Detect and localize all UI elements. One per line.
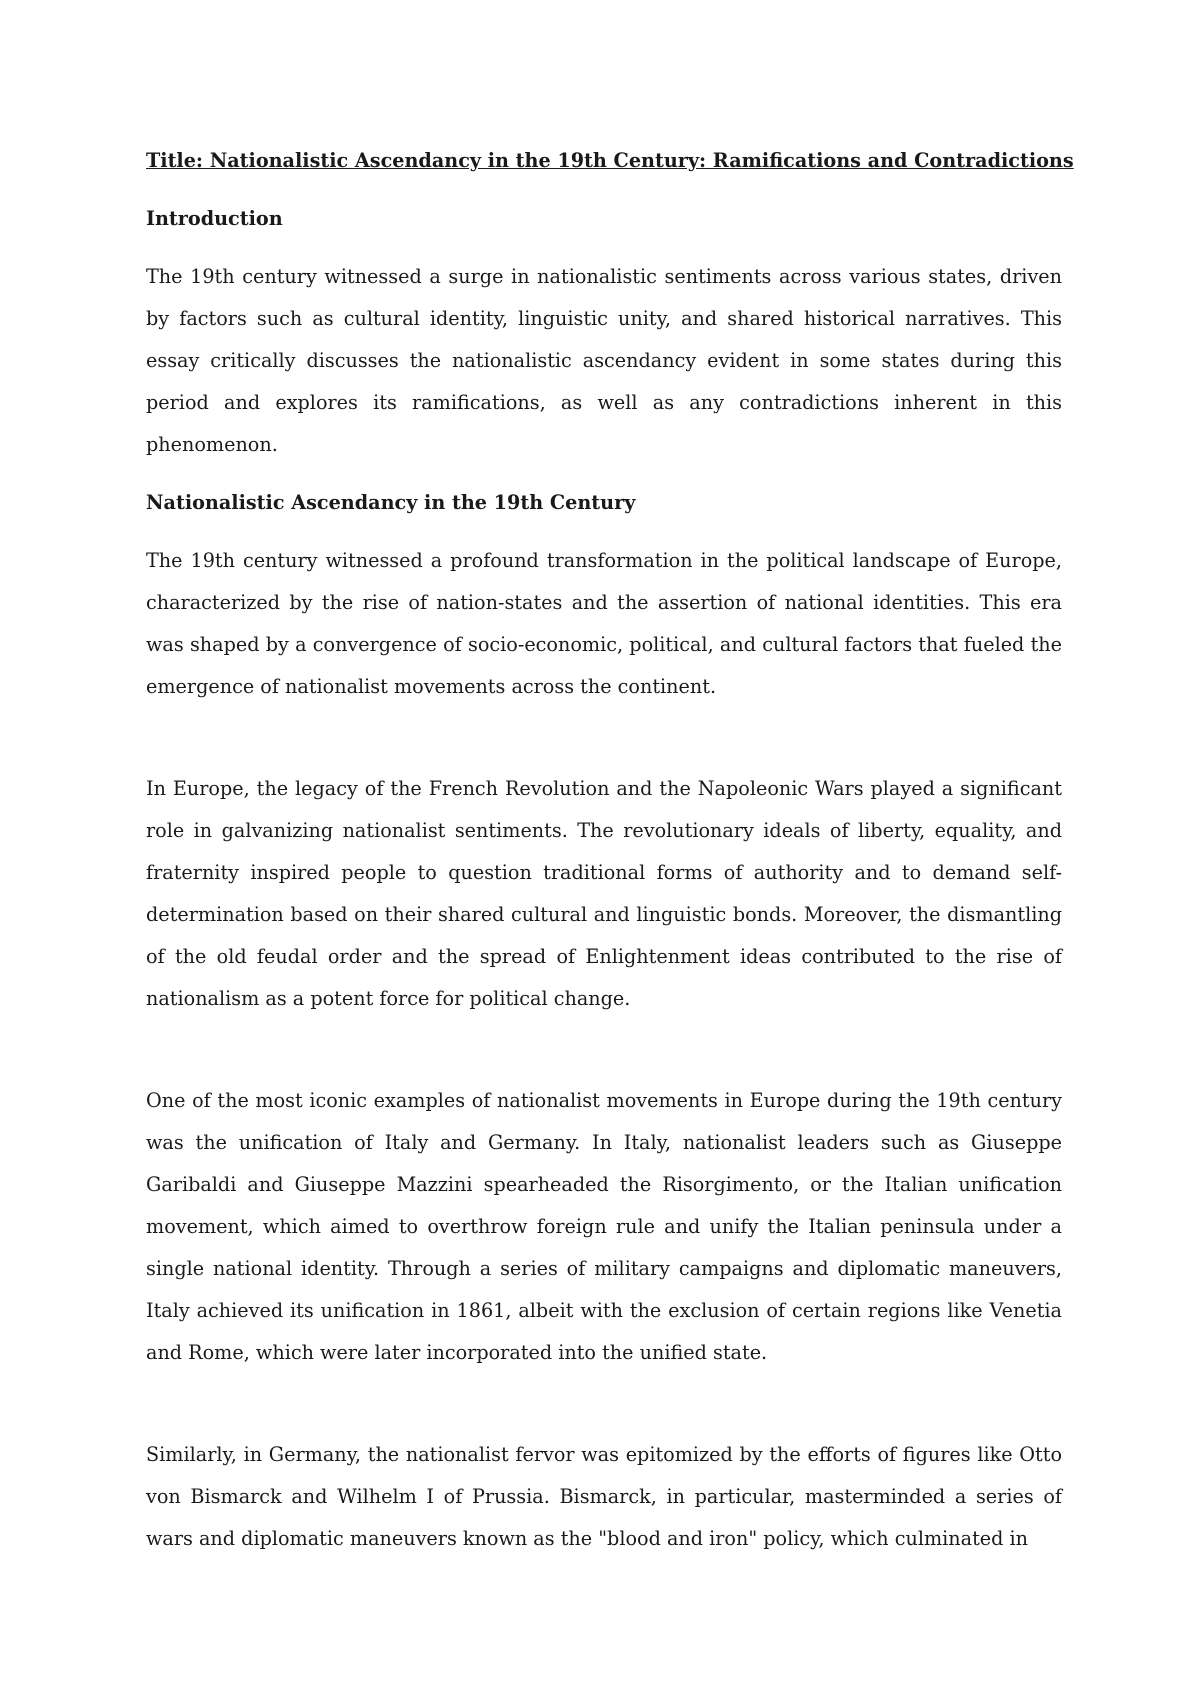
- section-heading-introduction: Introduction: [146, 207, 283, 230]
- paragraph: Similarly, in Germany, the nationalist fervor was epitomized by the efforts of figures like Otto von Bismarck and Wilhelm I of Prussia. Bismarck, in particular, masterminded a series of wars and diplomatic maneuvers known as the "blood and iron" policy, which culminated in: [146, 1443, 1062, 1550]
- paragraph: The 19th century witnessed a surge in nationalistic sentiments across various states, driven by factors such as cultural identity, linguistic unity, and shared historical narratives. This essay critically discusses the nationalistic ascendancy evident in some states during this period and explores its ramifications, as well as any contradictions inherent in this phenomenon.: [146, 265, 1062, 456]
- document-title: Title: Nationalistic Ascendancy in the 19th Century: Ramifications and Contradictions: [146, 149, 1074, 172]
- paragraph: One of the most iconic examples of nationalist movements in Europe during the 19th century was the unification of Italy and Germany. In Italy, nationalist leaders such as Giuseppe Garibaldi and Giuseppe Mazzini spearheaded the Risorgimento, or the Italian unification movement, which aimed to overthrow foreign rule and unify the Italian peninsula under a single national identity. Through a series of military campaigns and diplomatic maneuvers, Italy achieved its unification in 1861, albeit with the exclusion of certain regions like Venetia and Rome, which were later incorporated into the unified state.: [146, 1089, 1062, 1364]
- section-heading-nationalistic-ascendancy: Nationalistic Ascendancy in the 19th Century: [146, 491, 636, 514]
- paragraph: The 19th century witnessed a profound transformation in the political landscape of Europe, characterized by the rise of nation-states and the assertion of national identities. This era was shaped by a convergence of socio-economic, political, and cultural factors that fueled the emergence of nationalist movements across the continent.: [146, 549, 1062, 698]
- paragraph: In Europe, the legacy of the French Revolution and the Napoleonic Wars played a significant role in galvanizing nationalist sentiments. The revolutionary ideals of liberty, equality, and fraternity inspired people to question traditional forms of authority and to demand self-determination based on their shared cultural and linguistic bonds. Moreover, the dismantling of the old feudal order and the spread of Enlightenment ideas contributed to the rise of nationalism as a potent force for political change.: [146, 777, 1062, 1010]
- document-body: [146, 142, 1074, 1578]
